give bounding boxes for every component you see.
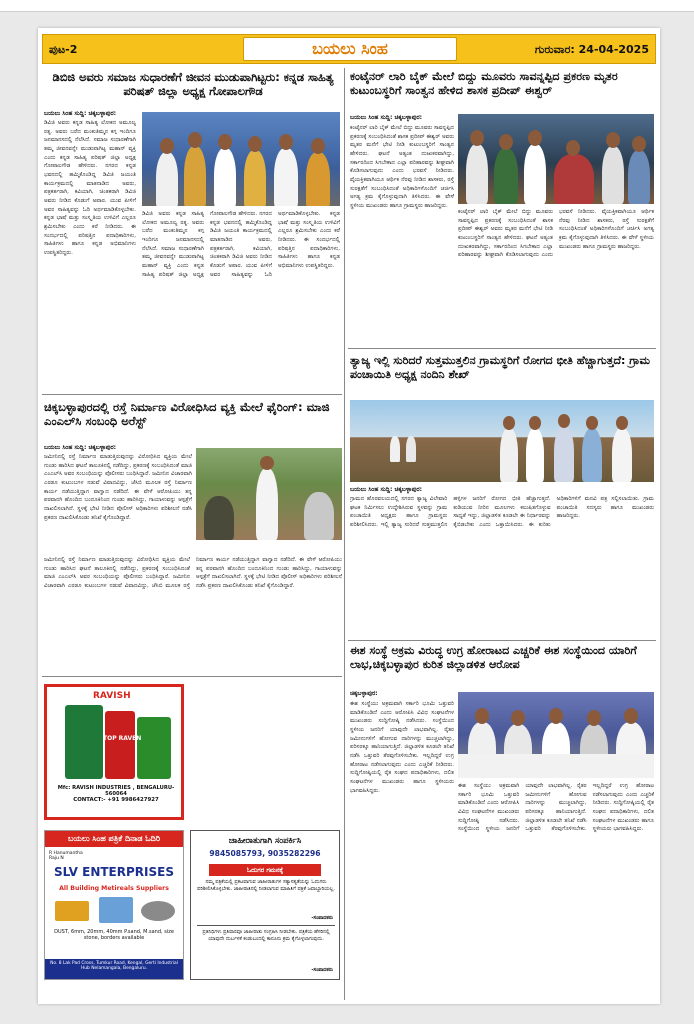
story2-headline: ಕಂಟೈನರ್ ಲಾರಿ ಬೈಕ್ ಮೇಲೆ ಬಿದ್ದು ಮೂವರು ಸಾವನ್ನಪ್ಪಿದ ಪ್ರಕರಣ ಮೃತರ ಕುಟುಂಬಸ್ಥರಿಗೆ ಸಾಂತ್ವನ ಹೇಳಿದ ಶಾಸಕ ಪ್ರದೀಪ್ ಈಶ್ವರ್ bbox=[350, 70, 618, 97]
product-box bbox=[65, 705, 103, 779]
contact-notice-ad bbox=[190, 830, 340, 980]
story5-headline: ಈಶ ಸಂಸ್ಥೆ ಅಕ್ರಮ ವಿರುದ್ಧ ಉಗ್ರ ಹೋರಾಟದ ಎಚ್ಚರಿಕೆ ಈಶ ಸಂಸ್ಥೆಯಿಂದ ಯಾರಿಗೆ ಲಾಭ,ಚಿಕ್ಕಬಳ್ಳಾಪುರ ಕುರಿತ ಜಿಲ್ಲಾಡಳಿತ ಆರೋಪ bbox=[350, 644, 637, 671]
truck-icon bbox=[55, 901, 89, 921]
slv-tagline: All Building Metireals Suppliers bbox=[59, 885, 169, 892]
ravish-brand: RAVISH bbox=[93, 691, 131, 701]
story5-body-col1: ಈಶ ಸಂಸ್ಥೆಯು ಅಕ್ರಮವಾಗಿ ಸರ್ಕಾರಿ ಭೂಮಿ ಒತ್ತುವರಿ ಮಾಡಿಕೊಂಡಿದೆ ಎಂದು ಆರೋಪಿಸಿ ವಿವಿಧ ಸಂಘಟನೆಗಳ ಮುಖಂಡರು ಸುದ್ದಿಗೋಷ್ಠಿ ನಡೆಸಿದರು. ಸಂಸ್ಥೆಯಿಂದ ಸ್ಥಳೀಯ ಜನರಿಗೆ ಯಾವುದೇ ಲಾಭವಾಗಿಲ್ಲ. ರೈತರ ಜಮೀನುಗಳಿಗೆ ಹೋಗುವ ದಾರಿಗಳನ್ನು ಮುಚ್ಚಲಾಗಿದ್ದು, ಪರಿಸರಕ್ಕೂ ಹಾನಿಯಾಗುತ್ತಿದೆ. ಜಿಲ್ಲಾಡಳಿತ ಕೂಡಲೇ ತನಿಖೆ ನಡೆಸಿ ಒತ್ತುವರಿ ತೆರವುಗೊಳಿಸಬೇಕು. ಇಲ್ಲದಿದ್ದರೆ ಉಗ್ರ ಹೋರಾಟ ನಡೆಸಲಾಗುವುದು ಎಂದು ಎಚ್ಚರಿಕೆ ನೀಡಿದರು. ಸುದ್ದಿಗೋಷ್ಠಿಯಲ್ಲಿ ರೈತ ಸಂಘದ ಪದಾಧಿಕಾರಿಗಳು, ದಲಿತ ಸಂಘಟನೆಗಳ ಮುಖಂಡರು ಹಾಗೂ ಸ್ಥಳೀಯರು ಭಾಗವಹಿಸಿದ್ದರು. bbox=[350, 701, 454, 794]
stone-icon bbox=[141, 901, 175, 921]
house-icon bbox=[99, 897, 133, 923]
ravish-contact: CONTACT:- +91 9986427927 bbox=[73, 797, 159, 803]
slv-header: ಬಯಲು ಸಿಂಹ ಪತ್ರಿಕೆ ದಿನಾಡ ಓದಿರಿ bbox=[45, 831, 183, 847]
masthead bbox=[42, 34, 656, 64]
slv-name: SLV ENTERPRISES bbox=[54, 865, 174, 879]
story2-byline: ಬಯಲು ಸಿಂಹ ಸುದ್ದಿ: ಚಿಕ್ಕಬಳ್ಳಾಪುರ: bbox=[350, 114, 423, 121]
page-number: ಪುಟ-2 bbox=[49, 43, 78, 56]
story2-body-col1: ಕಂಟೈನರ್ ಲಾರಿ ಬೈಕ್ ಮೇಲೆ ಬಿದ್ದು ಮೂವರು ಸಾವನ್ನಪ್ಪಿದ ಪ್ರಕರಣಕ್ಕೆ ಸಂಬಂಧಿಸಿದಂತೆ ಶಾಸಕ ಪ್ರದೀಪ್ ಈಶ್ವರ್ ಅವರು ಮೃತರ ಮನೆಗೆ ಭೇಟಿ ನೀಡಿ ಕುಟುಂಬಸ್ಥರಿಗೆ ಸಾಂತ್ವನ ಹೇಳಿದರು. ಘಟನೆ ಅತ್ಯಂತ ದುಃಖಕರವಾಗಿದ್ದು, ಸರ್ಕಾರದಿಂದ ಸಿಗಬೇಕಾದ ಎಲ್ಲಾ ಪರಿಹಾರವನ್ನು ಶೀಘ್ರವಾಗಿ ಕೊಡಿಸಲಾಗುವುದು ಎಂದು ಭರವಸೆ ನೀಡಿದರು. ವೈಯಕ್ತಿಕವಾಗಿಯೂ ಆರ್ಥಿಕ ನೆರವು ನೀಡಿದ ಶಾಸಕರು, ರಸ್ತೆ ಸುರಕ್ಷತೆಗೆ ಸಂಬಂಧಿಸಿದಂತೆ ಅಧಿಕಾರಿಗಳೊಂದಿಗೆ ಚರ್ಚಿಸಿ ಅಗತ್ಯ ಕ್ರಮ ಕೈಗೊಳ್ಳುವುದಾಗಿ ತಿಳಿಸಿದರು. ಈ ವೇಳೆ ಸ್ಥಳೀಯ ಮುಖಂಡರು ಹಾಗೂ ಗ್ರಾಮಸ್ಥರು ಹಾಜರಿದ್ದರು. bbox=[350, 125, 454, 209]
story3-body-col2: ಜಮೀನಿನಲ್ಲಿ ರಸ್ತೆ ನಿರ್ಮಾಣ ಮಾಡುತ್ತಿರುವುದನ್ನು ವಿರೋಧಿಸಿದ ವ್ಯಕ್ತಿಯ ಮೇಲೆ ಗುಂಡು ಹಾರಿಸಿದ ಘಟನೆ ತಾಲೂಕಿನಲ್ಲಿ ನಡೆದಿದ್ದು, ಪ್ರಕರಣಕ್ಕೆ ಸಂಬಂಧಿಸಿದಂತೆ ಮಾಜಿ ಎಂಎಲ್‌ಸಿ ಅವರ ಸಂಬಂಧಿಯನ್ನು ಪೊಲೀಸರು ಬಂಧಿಸಿದ್ದಾರೆ. ಜಮೀನಿನ ವಿಚಾರವಾಗಿ ಎರಡೂ ಕುಟುಂಬಗಳ ನಡುವೆ ವಿವಾದವಿದ್ದು, ಜೆಸಿಬಿ ಮೂಲಕ ರಸ್ತೆ ನಿರ್ಮಾಣ ಕಾರ್ಯ ನಡೆಯುತ್ತಿದ್ದಾಗ ವಾಗ್ವಾದ ನಡೆದಿದೆ. ಈ ವೇಳೆ ಆರೋಪಿಯು ತನ್ನ ಪರವಾನಗಿ ಹೊಂದಿದ ಬಂದೂಕಿನಿಂದ ಗುಂಡು ಹಾರಿಸಿದ್ದು, ಗಾಯಾಳುವನ್ನು ಆಸ್ಪತ್ರೆಗೆ ದಾಖಲಿಸಲಾಗಿದೆ. ಸ್ಥಳಕ್ಕೆ ಭೇಟಿ ನೀಡಿದ ಪೊಲೀಸ್ ಅಧಿಕಾರಿಗಳು ಪರಿಶೀಲನೆ ನಡೆಸಿ ಪ್ರಕರಣ ದಾಖಲಿಸಿಕೊಂಡು ತನಿಖೆ ಕೈಗೊಂಡಿದ್ದಾರೆ. bbox=[44, 557, 342, 589]
story4-photo bbox=[350, 400, 654, 482]
contact-phones: 9845085793, 9035282296 bbox=[209, 849, 321, 858]
ravish-manufacturer: Mfc: RAVISH INDUSTRIES , BENGALURU-560064 bbox=[57, 785, 175, 797]
newspaper-page bbox=[38, 28, 660, 1004]
slv-address: No. 8 Lak Pad Cross, Tumkur Road, Kengal, Gerti Industrial Hub Nelamangala, Bengaluru. bbox=[45, 959, 183, 979]
product-can bbox=[105, 711, 135, 779]
notice-title: ಓದುಗರ ಗಮನಕ್ಕೆ bbox=[209, 864, 321, 876]
story3-headline: ಚಿಕ್ಕಬಳ್ಳಾಪುರದಲ್ಲಿ ರಸ್ತೆ ನಿರ್ಮಾಣ ವಿರೋಧಿಸಿದ ವ್ಯಕ್ತಿ ಮೇಲೆ ಫೈರಿಂಗ್: ಮಾಜಿ ಎಂಎಲ್‌ಸಿ ಸಂಬಂಧಿ ಅರೆಸ್ಟ್ bbox=[44, 400, 330, 429]
row-divider bbox=[42, 394, 342, 395]
story3-byline: ಬಯಲು ಸಿಂಹ ಸುದ್ದಿ: ಚಿಕ್ಕಬಳ್ಳಾಪುರ: bbox=[44, 444, 117, 451]
story3-body-col1: ಜಮೀನಿನಲ್ಲಿ ರಸ್ತೆ ನಿರ್ಮಾಣ ಮಾಡುತ್ತಿರುವುದನ್ನು ವಿರೋಧಿಸಿದ ವ್ಯಕ್ತಿಯ ಮೇಲೆ ಗುಂಡು ಹಾರಿಸಿದ ಘಟನೆ ತಾಲೂಕಿನಲ್ಲಿ ನಡೆದಿದ್ದು, ಪ್ರಕರಣಕ್ಕೆ ಸಂಬಂಧಿಸಿದಂತೆ ಮಾಜಿ ಎಂಎಲ್‌ಸಿ ಅವರ ಸಂಬಂಧಿಯನ್ನು ಪೊಲೀಸರು ಬಂಧಿಸಿದ್ದಾರೆ. ಜಮೀನಿನ ವಿಚಾರವಾಗಿ ಎರಡೂ ಕುಟುಂಬಗಳ ನಡುವೆ ವಿವಾದವಿದ್ದು, ಜೆಸಿಬಿ ಮೂಲಕ ರಸ್ತೆ ನಿರ್ಮಾಣ ಕಾರ್ಯ ನಡೆಯುತ್ತಿದ್ದಾಗ ವಾಗ್ವಾದ ನಡೆದಿದೆ. ಈ ವೇಳೆ ಆರೋಪಿಯು ತನ್ನ ಪರವಾನಗಿ ಹೊಂದಿದ ಬಂದೂಕಿನಿಂದ ಗುಂಡು ಹಾರಿಸಿದ್ದು, ಗಾಯಾಳುವನ್ನು ಆಸ್ಪತ್ರೆಗೆ ದಾಖಲಿಸಲಾಗಿದೆ. ಸ್ಥಳಕ್ಕೆ ಭೇಟಿ ನೀಡಿದ ಪೊಲೀಸ್ ಅಧಿಕಾರಿಗಳು ಪರಿಶೀಲನೆ ನಡೆಸಿ ಪ್ರಕರಣ ದಾಖಲಿಸಿಕೊಂಡು ತನಿಖೆ ಕೈಗೊಂಡಿದ್ದಾರೆ. bbox=[44, 454, 192, 521]
product-pouch bbox=[137, 717, 171, 779]
row-divider bbox=[42, 676, 342, 677]
row-divider bbox=[348, 348, 656, 349]
story3-photo bbox=[196, 448, 342, 540]
story2-photo bbox=[458, 114, 654, 204]
story1-body-col2: ಡಿವಿಜಿ ಅವರು ಕನ್ನಡ ಸಾಹಿತ್ಯ ಲೋಕದ ಅಮೂಲ್ಯ ರತ್ನ. ಅವರು ಬರೆದ ಮಂಕುತಿಮ್ಮನ ಕಗ್ಗ ಇಂದಿಗೂ ಜನಮಾನಸದಲ್ಲಿ ನೆಲೆಸಿದೆ. ಸಮಾಜ ಸುಧಾರಣೆಗಾಗಿ ತಮ್ಮ ಜೀವನವನ್ನೇ ಮುಡುಪಾಗಿಟ್ಟ ಮಹಾನ್ ವ್ಯಕ್ತಿ ಎಂದು ಕನ್ನಡ ಸಾಹಿತ್ಯ ಪರಿಷತ್ ಜಿಲ್ಲಾ ಅಧ್ಯಕ್ಷ ಗೋಪಾಲಗೌಡ ಹೇಳಿದರು. ನಗರದ ಕನ್ನಡ ಭವನದಲ್ಲಿ ಹಮ್ಮಿಕೊಂಡಿದ್ದ ಡಿವಿಜಿ ಜಯಂತಿ ಕಾರ್ಯಕ್ರಮದಲ್ಲಿ ಮಾತನಾಡಿದ ಅವರು, ಪತ್ರಕರ್ತರಾಗಿ, ಕವಿಯಾಗಿ, ಚಿಂತಕರಾಗಿ ಡಿವಿಜಿ ಅವರು ನೀಡಿದ ಕೊಡುಗೆ ಅಪಾರ. ಯುವ ಪೀಳಿಗೆ ಅವರ ಸಾಹಿತ್ಯವನ್ನು ಓದಿ ಅರ್ಥಮಾಡಿಕೊಳ್ಳಬೇಕು. ಕನ್ನಡ ಭಾಷೆ ಮತ್ತು ಸಂಸ್ಕೃತಿಯ ಉಳಿವಿಗೆ ಎಲ್ಲರೂ ಶ್ರಮಿಸಬೇಕು ಎಂದು ಕರೆ ನೀಡಿದರು. ಈ ಸಂದರ್ಭದಲ್ಲಿ ಪರಿಷತ್ತಿನ ಪದಾಧಿಕಾರಿಗಳು, ಸಾಹಿತಿಗಳು ಹಾಗೂ ಕನ್ನಡ ಅಭಿಮಾನಿಗಳು ಉಪಸ್ಥಿತರಿದ್ದರು. bbox=[142, 211, 340, 278]
newspaper-title: ಬಯಲು ಸಿಂಹ bbox=[243, 37, 457, 61]
column-divider bbox=[344, 68, 345, 1000]
slv-owner: R Hanumantha Raju N bbox=[49, 851, 83, 861]
notice2-signature: -ಸಂಪಾದಕರು bbox=[311, 967, 333, 973]
story4-byline: ಬಯಲು ಸಿಂಹ ಸುದ್ದಿ: ಚಿಕ್ಕಬಳ್ಳಾಪುರ: bbox=[350, 486, 423, 493]
notice-signature: -ಸಂಪಾದಕರು bbox=[311, 915, 333, 921]
story4-headline: ತ್ಯಾಜ್ಯ ಇಲ್ಲಿ ಸುರಿದರೆ ಸುತ್ತಮುತ್ತಲಿನ ಗ್ರಾಮಸ್ಥರಿಗೆ ರೋಗದ ಭೀತಿ ಹೆಚ್ಚಾಗುತ್ತದೆ: ಗ್ರಾಮ ಪಂಚಾಯಿತಿ ಅಧ್ಯಕ್ಷ ನಂದಿನಿ ಶೇಖ್ bbox=[350, 354, 651, 381]
story5-body-col2: ಈಶ ಸಂಸ್ಥೆಯು ಅಕ್ರಮವಾಗಿ ಸರ್ಕಾರಿ ಭೂಮಿ ಒತ್ತುವರಿ ಮಾಡಿಕೊಂಡಿದೆ ಎಂದು ಆರೋಪಿಸಿ ವಿವಿಧ ಸಂಘಟನೆಗಳ ಮುಖಂಡರು ಸುದ್ದಿಗೋಷ್ಠಿ ನಡೆಸಿದರು. ಸಂಸ್ಥೆಯಿಂದ ಸ್ಥಳೀಯ ಜನರಿಗೆ ಯಾವುದೇ ಲಾಭವಾಗಿಲ್ಲ. ರೈತರ ಜಮೀನುಗಳಿಗೆ ಹೋಗುವ ದಾರಿಗಳನ್ನು ಮುಚ್ಚಲಾಗಿದ್ದು, ಪರಿಸರಕ್ಕೂ ಹಾನಿಯಾಗುತ್ತಿದೆ. ಜಿಲ್ಲಾಡಳಿತ ಕೂಡಲೇ ತನಿಖೆ ನಡೆಸಿ ಒತ್ತುವರಿ ತೆರವುಗೊಳಿಸಬೇಕು. ಇಲ್ಲದಿದ್ದರೆ ಉಗ್ರ ಹೋರಾಟ ನಡೆಸಲಾಗುವುದು ಎಂದು ಎಚ್ಚರಿಕೆ ನೀಡಿದರು. ಸುದ್ದಿಗೋಷ್ಠಿಯಲ್ಲಿ ರೈತ ಸಂಘದ ಪದಾಧಿಕಾರಿಗಳು, ದಲಿತ ಸಂಘಟನೆಗಳ ಮುಖಂಡರು ಹಾಗೂ ಸ್ಥಳೀಯರು ಭಾಗವಹಿಸಿದ್ದರು. bbox=[458, 783, 654, 833]
ravish-ad bbox=[44, 684, 184, 820]
notice-divider bbox=[197, 925, 335, 926]
story1-headline: ಡಿಬಿಜಿ ಅವರು ಸಮಾಜ ಸುಧಾರಣೆಗೆ ಜೀವನ ಮುಡುಪಾಗಿಟ್ಟರು: ಕನ್ನಡ ಸಾಹಿತ್ಯ ಪರಿಷತ್ ಜಿಲ್ಲಾ ಅಧ್ಯಕ್ಷ ಗೋಪಾಲಗೌಡ bbox=[52, 70, 334, 99]
story1-body-col1: ಡಿವಿಜಿ ಅವರು ಕನ್ನಡ ಸಾಹಿತ್ಯ ಲೋಕದ ಅಮೂಲ್ಯ ರತ್ನ. ಅವರು ಬರೆದ ಮಂಕುತಿಮ್ಮನ ಕಗ್ಗ ಇಂದಿಗೂ ಜನಮಾನಸದಲ್ಲಿ ನೆಲೆಸಿದೆ. ಸಮಾಜ ಸುಧಾರಣೆಗಾಗಿ ತಮ್ಮ ಜೀವನವನ್ನೇ ಮುಡುಪಾಗಿಟ್ಟ ಮಹಾನ್ ವ್ಯಕ್ತಿ ಎಂದು ಕನ್ನಡ ಸಾಹಿತ್ಯ ಪರಿಷತ್ ಜಿಲ್ಲಾ ಅಧ್ಯಕ್ಷ ಗೋಪಾಲಗೌಡ ಹೇಳಿದರು. ನಗರದ ಕನ್ನಡ ಭವನದಲ್ಲಿ ಹಮ್ಮಿಕೊಂಡಿದ್ದ ಡಿವಿಜಿ ಜಯಂತಿ ಕಾರ್ಯಕ್ರಮದಲ್ಲಿ ಮಾತನಾಡಿದ ಅವರು, ಪತ್ರಕರ್ತರಾಗಿ, ಕವಿಯಾಗಿ, ಚಿಂತಕರಾಗಿ ಡಿವಿಜಿ ಅವರು ನೀಡಿದ ಕೊಡುಗೆ ಅಪಾರ. ಯುವ ಪೀಳಿಗೆ ಅವರ ಸಾಹಿತ್ಯವನ್ನು ಓದಿ ಅರ್ಥಮಾಡಿಕೊಳ್ಳಬೇಕು. ಕನ್ನಡ ಭಾಷೆ ಮತ್ತು ಸಂಸ್ಕೃತಿಯ ಉಳಿವಿಗೆ ಎಲ್ಲರೂ ಶ್ರಮಿಸಬೇಕು ಎಂದು ಕರೆ ನೀಡಿದರು. ಈ ಸಂದರ್ಭದಲ್ಲಿ ಪರಿಷತ್ತಿನ ಪದಾಧಿಕಾರಿಗಳು, ಸಾಹಿತಿಗಳು ಹಾಗೂ ಕನ್ನಡ ಅಭಿಮಾನಿಗಳು ಉಪಸ್ಥಿತರಿದ್ದರು. bbox=[44, 120, 136, 256]
row-divider bbox=[348, 640, 656, 641]
story5-byline: ಚಿಕ್ಕಬಳ್ಳಾಪುರ: bbox=[350, 690, 378, 697]
story1-byline: ಬಯಲು ಸಿಂಹ ಸುದ್ದಿ: ಚಿಕ್ಕಬಳ್ಳಾಪುರ: bbox=[44, 110, 117, 117]
slv-enterprises-ad bbox=[44, 830, 184, 980]
contact-title: ಜಾಹೀರಾತುಗಾಗಿ ಸಂಪರ್ಕಿಸಿ bbox=[228, 835, 302, 845]
previous-page-strip bbox=[0, 0, 694, 12]
story1-photo bbox=[142, 112, 340, 206]
story4-body: ಗ್ರಾಮದ ಹೊರವಲಯದಲ್ಲಿ ನಗರದ ತ್ಯಾಜ್ಯ ವಿಲೇವಾರಿ ಘಟಕ ನಿರ್ಮಿಸಲು ಉದ್ದೇಶಿಸಿರುವ ಸ್ಥಳವನ್ನು ಗ್ರಾಮ ಪಂಚಾಯಿತಿ ಅಧ್ಯಕ್ಷರು ಹಾಗೂ ಗ್ರಾಮಸ್ಥರು ಪರಿಶೀಲಿಸಿದರು. ಇಲ್ಲಿ ತ್ಯಾಜ್ಯ ಸುರಿದರೆ ಸುತ್ತಮುತ್ತಲಿನ ಹಳ್ಳಿಗಳ ಜನರಿಗೆ ರೋಗದ ಭೀತಿ ಹೆಚ್ಚಾಗುತ್ತದೆ. ಕುಡಿಯುವ ನೀರಿನ ಮೂಲಗಳು ಕಲುಷಿತಗೊಳ್ಳುವ ಸಾಧ್ಯತೆ ಇದ್ದು, ಜಿಲ್ಲಾಡಳಿತ ಕೂಡಲೇ ಈ ನಿರ್ಧಾರವನ್ನು ಕೈಬಿಡಬೇಕು ಎಂದು ಒತ್ತಾಯಿಸಿದರು. ಈ ಕುರಿತು ಅಧಿಕಾರಿಗಳಿಗೆ ಮನವಿ ಪತ್ರ ಸಲ್ಲಿಸಲಾಯಿತು. ಗ್ರಾಮ ಪಂಚಾಯಿತಿ ಸದಸ್ಯರು ಹಾಗೂ ಮುಖಂಡರು ಹಾಜರಿದ್ದರು. bbox=[350, 496, 654, 528]
story5-photo bbox=[458, 692, 654, 778]
notice2-text: ಪ್ರತಿನಿಧಿಗಳು ಪ್ರತಿವಾರವೂ ಜಾಹೀರಾತು ಸಂಗ್ರಹಿಸಿ ನೀಡಬೇಕು. ಪತ್ರಿಕೆಯ ಹೆಸರಿನಲ್ಲಿ ಯಾವುದೇ ದುರ್ಬಳಕೆ ಕಂಡುಬಂದಲ್ಲಿ ಕಾನೂನು ಕ್ರಮ ಕೈಗೊಳ್ಳಲಾಗುವುದು. bbox=[202, 929, 330, 943]
slv-items: DUST, 6mm, 20mm, 40mm P.sand, M.sand, size stone, borders available bbox=[54, 929, 174, 941]
issue-date: ಗುರುವಾರ: 24-04-2025 bbox=[534, 43, 649, 56]
story2-body-col2: ಕಂಟೈನರ್ ಲಾರಿ ಬೈಕ್ ಮೇಲೆ ಬಿದ್ದು ಮೂವರು ಸಾವನ್ನಪ್ಪಿದ ಪ್ರಕರಣಕ್ಕೆ ಸಂಬಂಧಿಸಿದಂತೆ ಶಾಸಕ ಪ್ರದೀಪ್ ಈಶ್ವರ್ ಅವರು ಮೃತರ ಮನೆಗೆ ಭೇಟಿ ನೀಡಿ ಕುಟುಂಬಸ್ಥರಿಗೆ ಸಾಂತ್ವನ ಹೇಳಿದರು. ಘಟನೆ ಅತ್ಯಂತ ದುಃಖಕರವಾಗಿದ್ದು, ಸರ್ಕಾರದಿಂದ ಸಿಗಬೇಕಾದ ಎಲ್ಲಾ ಪರಿಹಾರವನ್ನು ಶೀಘ್ರವಾಗಿ ಕೊಡಿಸಲಾಗುವುದು ಎಂದು ಭರವಸೆ ನೀಡಿದರು. ವೈಯಕ್ತಿಕವಾಗಿಯೂ ಆರ್ಥಿಕ ನೆರವು ನೀಡಿದ ಶಾಸಕರು, ರಸ್ತೆ ಸುರಕ್ಷತೆಗೆ ಸಂಬಂಧಿಸಿದಂತೆ ಅಧಿಕಾರಿಗಳೊಂದಿಗೆ ಚರ್ಚಿಸಿ ಅಗತ್ಯ ಕ್ರಮ ಕೈಗೊಳ್ಳುವುದಾಗಿ ತಿಳಿಸಿದರು. ಈ ವೇಳೆ ಸ್ಥಳೀಯ ಮುಖಂಡರು ಹಾಗೂ ಗ್ರಾಮಸ್ಥರು ಹಾಜರಿದ್ದರು. bbox=[458, 209, 654, 259]
product-name: TOP RAVEN bbox=[103, 735, 142, 742]
notice-text: ನಮ್ಮ ಪತ್ರಿಕೆಯಲ್ಲಿ ಪ್ರಕಟವಾಗುವ ಜಾಹೀರಾತುಗಳ ಸತ್ಯಾಸತ್ಯತೆಯನ್ನು ಓದುಗರು ಪರಿಶೀಲಿಸಿಕೊಳ್ಳಬೇಕು. ಜಾಹೀರಾತಿನಲ್ಲಿ ನೀಡಲಾಗುವ ಮಾಹಿತಿಗೆ ಪತ್ರಿಕೆ ಜವಾಬ್ದಾರಿಯಲ್ಲ. bbox=[197, 879, 335, 893]
